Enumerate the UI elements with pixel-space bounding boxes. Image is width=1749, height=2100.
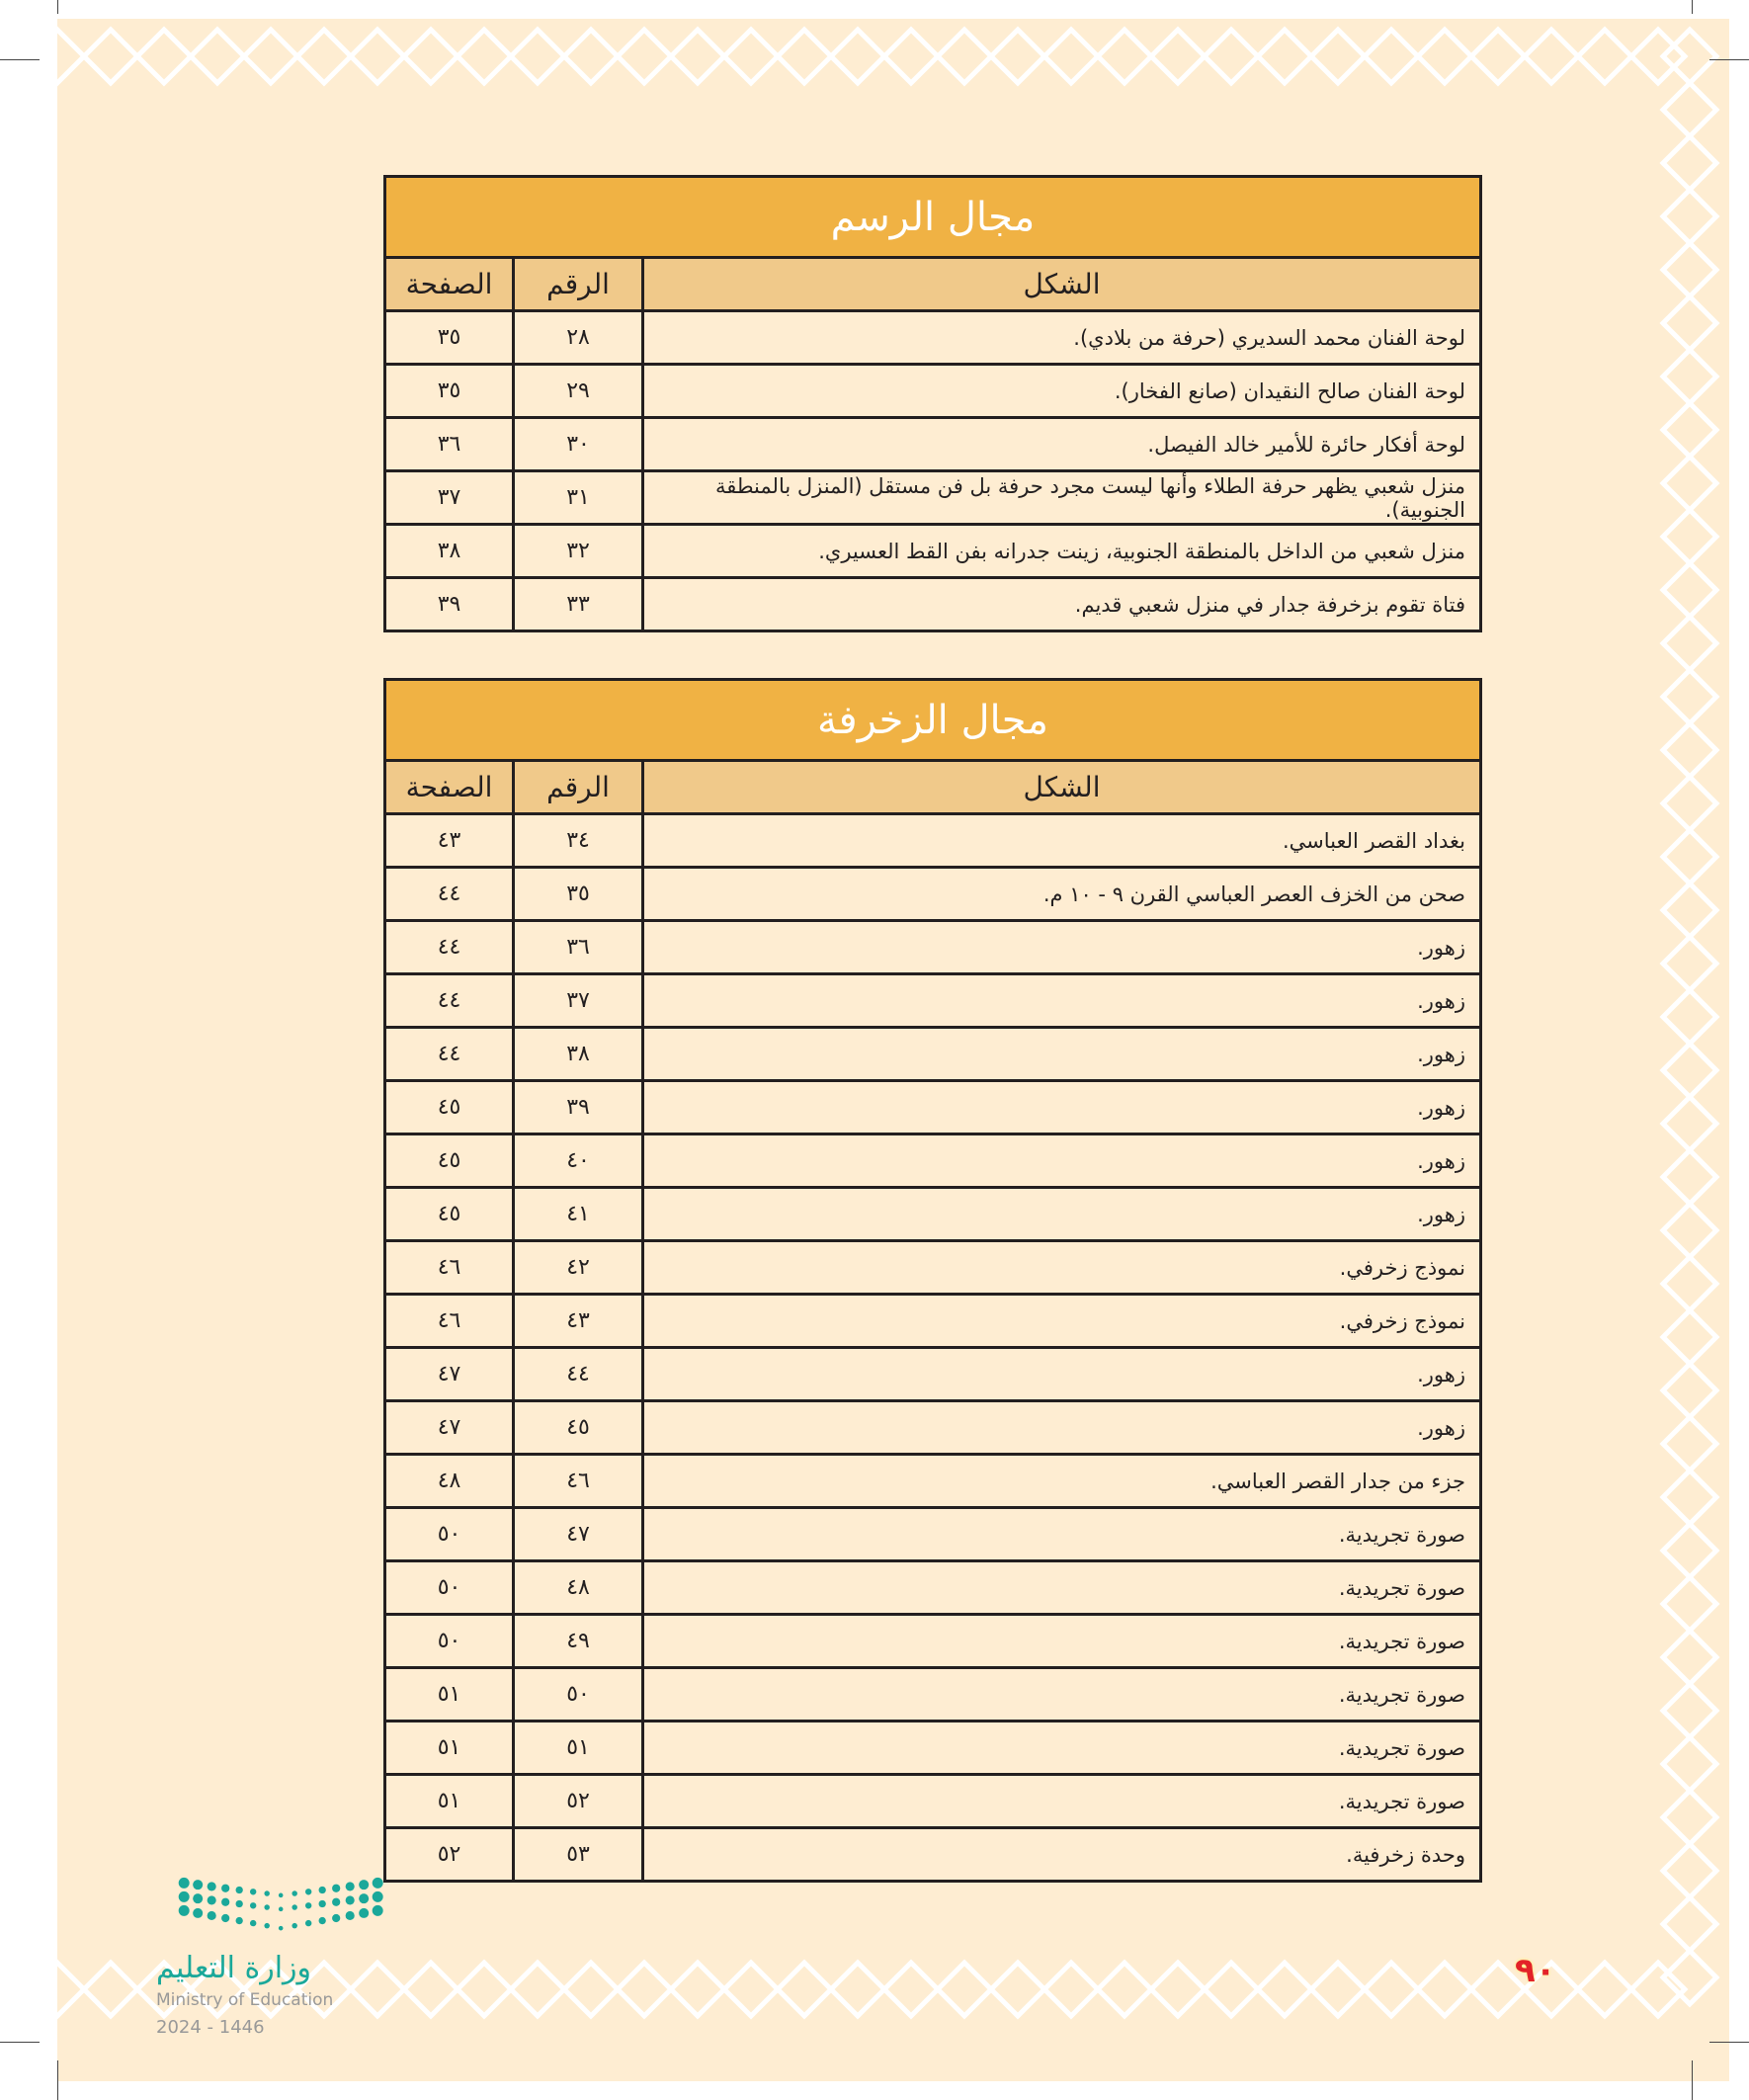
diamond-ornament — [1663, 1470, 1716, 1524]
cell-number: ٣٩ — [515, 1082, 644, 1133]
cell-page: ٥٠ — [386, 1509, 515, 1559]
logo-dot — [319, 1900, 326, 1907]
table-row — [386, 419, 1479, 472]
diamond-ornament — [1663, 30, 1716, 83]
diamond-ornament — [1663, 510, 1716, 563]
table-row — [386, 472, 1479, 526]
logo-dot — [292, 1923, 296, 1928]
cell-number: ٤٤ — [515, 1349, 644, 1399]
cell-number: ٥٢ — [515, 1776, 644, 1826]
diamond-ornament — [884, 30, 938, 83]
logo-dot — [250, 1902, 256, 1908]
logo-dot — [319, 1887, 326, 1893]
diamond-ornament — [1151, 1963, 1205, 2016]
diamond-ornament — [1205, 30, 1258, 83]
cell-page: ٤٤ — [386, 922, 515, 972]
diamond-ornament — [991, 1963, 1044, 2016]
logo-dot — [193, 1908, 203, 1918]
crop-mark — [57, 0, 58, 14]
diamond-ornament — [1525, 30, 1578, 83]
diamond-ornament — [1044, 1963, 1098, 2016]
diamond-ornament — [564, 30, 618, 83]
cell-page: ٥١ — [386, 1776, 515, 1826]
cell-page: ٤٧ — [386, 1402, 515, 1453]
cell-number: ٣٥ — [515, 869, 644, 919]
cell-number: ٤٧ — [515, 1509, 644, 1559]
table-header-row — [386, 259, 1479, 312]
cell-shape: صورة تجريدية. — [1338, 1629, 1465, 1653]
table-row — [386, 366, 1479, 419]
diamond-ornament — [1663, 883, 1716, 937]
diamond-ornament — [1663, 1044, 1716, 1097]
logo-dot — [279, 1926, 284, 1931]
table-row — [386, 975, 1479, 1029]
table-title: مجال الزخرفة — [386, 681, 1479, 762]
diamond-ornament — [458, 1963, 511, 2016]
logo-dot — [332, 1898, 340, 1906]
logo-dot — [305, 1902, 311, 1908]
logo-dot — [359, 1893, 369, 1903]
cell-number: ٥٣ — [515, 1829, 644, 1880]
cell-number: ٤٨ — [515, 1562, 644, 1613]
table-row — [386, 815, 1479, 869]
diamond-ornament — [1258, 30, 1311, 83]
logo-dot — [179, 1905, 190, 1916]
diamond-ornament — [1663, 1844, 1716, 1897]
logo-dot — [250, 1920, 256, 1926]
cell-shape: فتاة تقوم بزخرفة جدار في منزل شعبي قديم. — [1074, 592, 1465, 617]
cell-page: ٤٨ — [386, 1456, 515, 1506]
diamond-ornament — [1631, 30, 1685, 83]
table-row — [386, 922, 1479, 975]
cell-number: ٤١ — [515, 1189, 644, 1239]
cell-page: ٤٥ — [386, 1082, 515, 1133]
diamond-ornament — [244, 30, 297, 83]
logo-dot — [179, 1891, 190, 1902]
cell-number: ٤٣ — [515, 1296, 644, 1346]
table-row — [386, 1402, 1479, 1456]
header-number: الرقم — [515, 762, 644, 812]
table-title: مجال الرسم — [386, 178, 1479, 259]
cell-number: ٥٠ — [515, 1669, 644, 1720]
diamond-ornament — [1663, 1417, 1716, 1470]
diamond-ornament — [404, 1963, 458, 2016]
cell-page: ٤٥ — [386, 1135, 515, 1186]
logo-dot — [208, 1882, 216, 1890]
diamond-ornament — [1663, 350, 1716, 403]
diamond-ornament — [1663, 1150, 1716, 1204]
logo-dot — [264, 1904, 269, 1909]
cell-page: ٤٧ — [386, 1349, 515, 1399]
cell-number: ٥١ — [515, 1722, 644, 1773]
diamond-ornament — [1098, 30, 1151, 83]
diamond-ornament — [1663, 1737, 1716, 1791]
diamond-ornament — [1663, 83, 1716, 136]
cell-number: ٤٢ — [515, 1242, 644, 1293]
cell-number: ٢٩ — [515, 366, 644, 416]
diamond-ornament — [1365, 1963, 1418, 2016]
diamond-ornament — [297, 30, 351, 83]
cell-shape: صورة تجريدية. — [1338, 1575, 1465, 1600]
cell-number: ٣٠ — [515, 419, 644, 469]
diamond-ornament — [1663, 243, 1716, 296]
diamond-ornament — [458, 30, 511, 83]
cell-shape: زهور. — [1417, 1202, 1465, 1226]
diamond-ornament — [84, 1963, 137, 2016]
diamond-ornament — [1663, 1684, 1716, 1737]
diamond-ornament — [1044, 30, 1098, 83]
logo-year: 2024 - 1446 — [156, 2017, 265, 2038]
page-number: ٩٠ — [1515, 1951, 1556, 1990]
diamond-ornament — [1663, 1577, 1716, 1631]
cell-shape: زهور. — [1417, 1042, 1465, 1066]
crop-mark — [0, 2042, 40, 2043]
diamond-ornament — [618, 30, 671, 83]
logo-dot — [193, 1893, 203, 1903]
cell-shape: زهور. — [1417, 1415, 1465, 1440]
diamond-ornament — [351, 1963, 404, 2016]
cell-shape: صورة تجريدية. — [1338, 1789, 1465, 1813]
cell-shape: زهور. — [1417, 988, 1465, 1013]
logo-dot — [221, 1898, 229, 1906]
crop-mark — [0, 59, 40, 60]
crop-mark — [1709, 59, 1749, 60]
cell-page: ٣٧ — [386, 472, 515, 523]
cell-page: ٤٥ — [386, 1189, 515, 1239]
logo-dot — [279, 1893, 284, 1898]
logo-dot — [264, 1890, 269, 1895]
cell-page: ٣٦ — [386, 419, 515, 469]
logo-dot — [305, 1920, 311, 1926]
cell-number: ٤٩ — [515, 1616, 644, 1666]
diamond-ornament — [57, 30, 84, 83]
cell-page: ٤٦ — [386, 1296, 515, 1346]
table-row — [386, 1242, 1479, 1296]
cell-shape: لوحة الفنان صالح النقيدان (صانع الفخار). — [1114, 378, 1465, 403]
diamond-ornament — [671, 30, 724, 83]
diamond-ornament — [1663, 1897, 1716, 1951]
cell-shape: زهور. — [1417, 1362, 1465, 1386]
table-row — [386, 579, 1479, 630]
logo-english-text: Ministry of Education — [156, 1990, 334, 2010]
diamond-ornament — [1663, 1310, 1716, 1364]
cell-number: ٤٦ — [515, 1456, 644, 1506]
table-row — [386, 1669, 1479, 1722]
logo-dot — [359, 1880, 369, 1890]
diamond-ornament — [1663, 723, 1716, 777]
diamond-ornament — [1663, 136, 1716, 190]
cell-page: ٤٤ — [386, 1029, 515, 1079]
logo-arabic-text: وزارة التعليم — [156, 1951, 312, 1985]
diamond-ornament — [1311, 1963, 1365, 2016]
diamond-ornament — [1578, 1963, 1631, 2016]
diamond-ornament — [1151, 30, 1205, 83]
crop-mark — [1709, 2042, 1749, 2043]
cell-number: ٣٣ — [515, 579, 644, 630]
table-row — [386, 1349, 1479, 1402]
logo-dot — [250, 1889, 256, 1894]
cell-number: ٤٥ — [515, 1402, 644, 1453]
diamond-ornament — [1663, 1364, 1716, 1417]
cell-page: ٥٠ — [386, 1616, 515, 1666]
diamond-ornament — [1663, 1631, 1716, 1684]
cell-page: ٤٤ — [386, 869, 515, 919]
table-row — [386, 1029, 1479, 1082]
diamond-ornament — [831, 1963, 884, 2016]
ornament-table — [383, 678, 1482, 1883]
crop-mark — [1692, 2060, 1693, 2100]
header-page: الصفحة — [386, 762, 515, 812]
diamond-ornament — [1418, 1963, 1471, 2016]
diamond-ornament — [618, 1963, 671, 2016]
cell-page: ٣٥ — [386, 312, 515, 363]
cell-number: ٣١ — [515, 472, 644, 523]
diamond-ornament — [84, 30, 137, 83]
diamond-ornament — [1205, 1963, 1258, 2016]
logo-dot — [292, 1904, 296, 1909]
header-shape: الشكل — [1023, 268, 1101, 300]
cell-shape: جزء من جدار القصر العباسي. — [1210, 1469, 1465, 1493]
diamond-ornament — [1663, 296, 1716, 350]
cell-page: ٥٢ — [386, 1829, 515, 1880]
diamond-ornament — [404, 30, 458, 83]
diamond-ornament — [671, 1963, 724, 2016]
cell-number: ٣٢ — [515, 526, 644, 576]
diamond-ornament — [511, 30, 564, 83]
cell-shape: زهور. — [1417, 1148, 1465, 1173]
diamond-ornament — [778, 1963, 831, 2016]
diamond-ornament — [57, 1963, 84, 2016]
diamond-ornament — [991, 30, 1044, 83]
diamond-ornament — [938, 30, 991, 83]
logo-dot — [332, 1885, 340, 1892]
diamond-ornament — [1663, 830, 1716, 883]
diamond-ornament — [1663, 457, 1716, 510]
cell-shape: منزل شعبي من الداخل بالمنطقة الجنوبية، زينت جدرانه بفن القط العسيري. — [818, 539, 1465, 563]
logo-dot — [279, 1907, 284, 1912]
cell-page: ٥٠ — [386, 1562, 515, 1613]
cell-shape: زهور. — [1417, 1095, 1465, 1120]
cell-number: ٣٦ — [515, 922, 644, 972]
diamond-ornament — [1663, 1791, 1716, 1844]
logo-dot — [264, 1923, 269, 1928]
cell-number: ٣٨ — [515, 1029, 644, 1079]
diamond-ornament — [137, 30, 191, 83]
logo-dot — [346, 1882, 355, 1890]
diamond-ornament — [1663, 403, 1716, 457]
logo-dot — [319, 1917, 326, 1924]
crop-mark — [1692, 0, 1693, 14]
diamond-ornament — [1663, 1524, 1716, 1577]
logo-dot — [373, 1905, 383, 1916]
logo-dot — [236, 1887, 243, 1893]
logo-dot — [208, 1911, 216, 1920]
crop-mark — [57, 2060, 58, 2100]
logo-dot — [193, 1880, 203, 1890]
diamond-ornament — [1365, 30, 1418, 83]
logo-dot — [179, 1878, 190, 1889]
diamond-ornament — [778, 30, 831, 83]
table-row — [386, 1456, 1479, 1509]
diamond-ornament — [1418, 30, 1471, 83]
table-row — [386, 1616, 1479, 1669]
logo-dot — [332, 1914, 340, 1922]
logo-dot — [359, 1908, 369, 1918]
diamond-ornament — [351, 30, 404, 83]
table-row — [386, 1722, 1479, 1776]
cell-number: ٤٠ — [515, 1135, 644, 1186]
logo-dot — [346, 1911, 355, 1920]
header-number: الرقم — [515, 259, 644, 309]
table-row — [386, 1082, 1479, 1135]
diamond-ornament — [564, 1963, 618, 2016]
diamond-ornament — [724, 1963, 778, 2016]
logo-dot — [236, 1900, 243, 1907]
cell-shape: لوحة الفنان محمد السديري (حرفة من بلادي). — [1073, 325, 1465, 350]
cell-page: ٤٤ — [386, 975, 515, 1026]
diamond-ornament — [1258, 1963, 1311, 2016]
cell-page: ٤٣ — [386, 815, 515, 866]
cell-shape: زهور. — [1417, 935, 1465, 960]
diamond-ornament — [1471, 30, 1525, 83]
diamond-ornament — [884, 1963, 938, 2016]
cell-shape: صورة تجريدية. — [1338, 1735, 1465, 1760]
diamond-ornament — [938, 1963, 991, 2016]
cell-number: ٣٤ — [515, 815, 644, 866]
logo-dot — [346, 1895, 355, 1904]
cell-shape: نموذج زخرفي. — [1339, 1255, 1465, 1280]
cell-shape: نموذج زخرفي. — [1339, 1308, 1465, 1333]
diamond-ornament — [1663, 190, 1716, 243]
table-row — [386, 1296, 1479, 1349]
cell-page: ٤٦ — [386, 1242, 515, 1293]
logo-dot — [221, 1885, 229, 1892]
cell-shape: لوحة أفكار حائرة للأمير خالد الفيصل. — [1147, 432, 1465, 457]
cell-number: ٣٧ — [515, 975, 644, 1026]
logo-dot — [221, 1914, 229, 1922]
table-row — [386, 312, 1479, 366]
cell-shape: بغداد القصر العباسي. — [1282, 828, 1465, 853]
cell-page: ٥١ — [386, 1722, 515, 1773]
table-header-row — [386, 762, 1479, 815]
table-row — [386, 1135, 1479, 1189]
table-row — [386, 1509, 1479, 1562]
diamond-ornament — [831, 30, 884, 83]
diamond-ornament — [1311, 30, 1365, 83]
diamond-ornament — [1663, 670, 1716, 723]
diamond-ornament — [1663, 1097, 1716, 1150]
diamond-ornament — [1098, 1963, 1151, 2016]
diamond-ornament — [1663, 617, 1716, 670]
table-row — [386, 1829, 1479, 1880]
cell-page: ٥١ — [386, 1669, 515, 1720]
table-row — [386, 1562, 1479, 1616]
cell-shape: صحن من الخزف العصر العباسي القرن ٩ - ١٠ م. — [1042, 882, 1465, 906]
diamond-ornament — [1663, 990, 1716, 1044]
logo-dot — [208, 1895, 216, 1904]
table-row — [386, 1776, 1479, 1829]
diamond-ornament — [724, 30, 778, 83]
logo-dot — [373, 1891, 383, 1902]
logo-dot — [292, 1890, 296, 1895]
cell-page: ٣٩ — [386, 579, 515, 630]
table-row — [386, 526, 1479, 579]
diamond-ornament — [1578, 30, 1631, 83]
diamond-ornament — [1663, 937, 1716, 990]
cell-number: ٢٨ — [515, 312, 644, 363]
cell-shape: منزل شعبي يظهر حرفة الطلاء وأنها ليست مجرد حرفة بل فن مستقل (المنزل بالمنطقة الجنوبية). — [714, 473, 1465, 522]
cell-shape: وحدة زخرفية. — [1346, 1842, 1465, 1867]
cell-page: ٣٨ — [386, 526, 515, 576]
logo-dot — [236, 1917, 243, 1924]
logo-dot — [305, 1889, 311, 1894]
diamond-ornament — [1663, 563, 1716, 617]
diamond-ornament — [191, 30, 244, 83]
diamond-ornament — [1663, 1204, 1716, 1257]
diamond-ornament — [1663, 1257, 1716, 1310]
diamond-ornament — [1663, 777, 1716, 830]
drawing-table — [383, 175, 1482, 632]
logo-dot — [373, 1878, 383, 1889]
cell-shape: صورة تجريدية. — [1338, 1682, 1465, 1707]
table-row — [386, 869, 1479, 922]
cell-shape: صورة تجريدية. — [1338, 1522, 1465, 1547]
cell-page: ٣٥ — [386, 366, 515, 416]
header-page: الصفحة — [386, 259, 515, 309]
ministry-logo-icon — [156, 1877, 413, 1946]
diamond-ornament — [511, 1963, 564, 2016]
table-row — [386, 1189, 1479, 1242]
header-shape: الشكل — [1023, 771, 1101, 803]
